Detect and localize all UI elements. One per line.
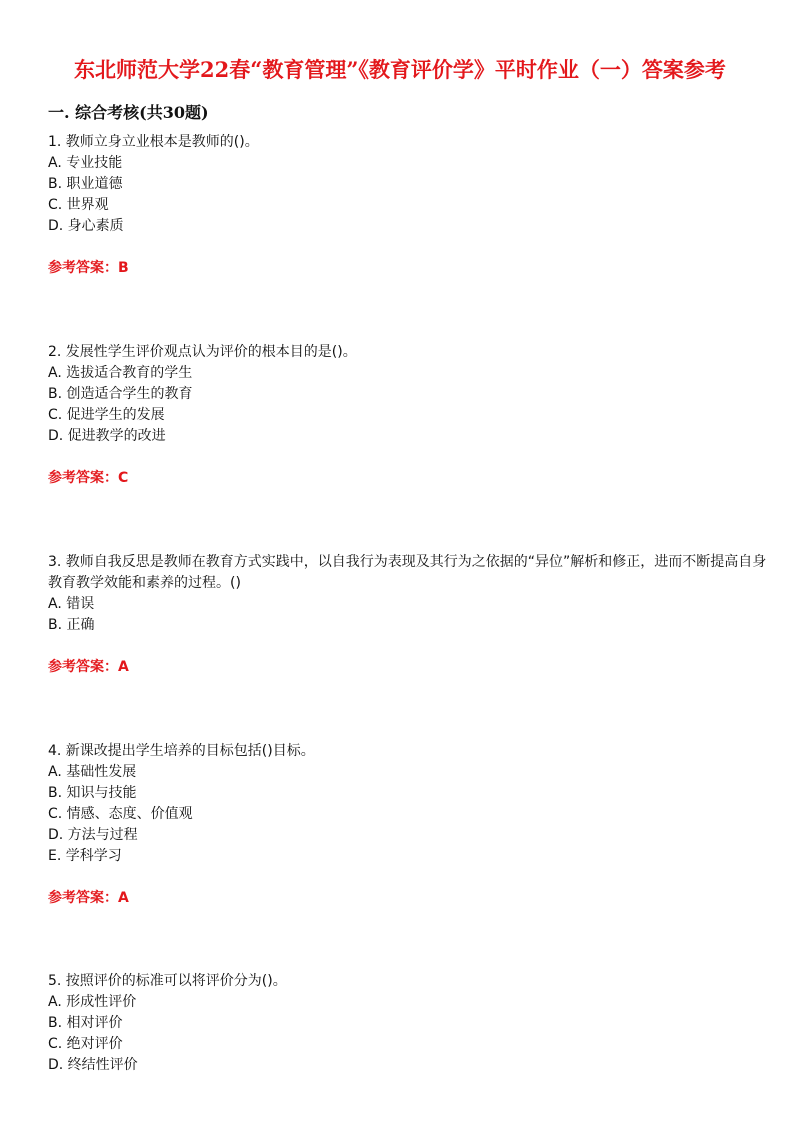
option-b: B. 知识与技能 bbox=[48, 785, 137, 801]
question-text: 1. 教师立身立业根本是教师的()。 bbox=[48, 134, 259, 150]
section-heading: 一. 综合考核(共30题) bbox=[48, 103, 209, 122]
question-text: 4. 新课改提出学生培养的目标包括()目标。 bbox=[48, 743, 315, 759]
option-c: C. 情感、态度、价值观 bbox=[48, 806, 193, 822]
option-c: C. 世界观 bbox=[48, 197, 109, 213]
option-c: C. 促进学生的发展 bbox=[48, 407, 165, 423]
option-d: D. 方法与过程 bbox=[48, 827, 138, 843]
question-text: 3. 教师自我反思是教师在教育方式实践中，以自我行为表现及其行为之依据的“异位”解析和修正，进而不断提高自身教育教学效能和素养的过程。() bbox=[48, 554, 767, 591]
option-a: A. 专业技能 bbox=[48, 155, 123, 171]
option-a: A. 错误 bbox=[48, 596, 95, 612]
option-d: D. 身心素质 bbox=[48, 218, 124, 234]
option-d: D. 促进教学的改进 bbox=[48, 428, 166, 444]
document-title: 东北师范大学22春“教育管理”《教育评价学》平时作业（一）答案参考 bbox=[74, 57, 726, 82]
question-block bbox=[48, 552, 768, 676]
option-b: B. 创造适合学生的教育 bbox=[48, 386, 193, 402]
answer-label: 参考答案：B bbox=[48, 260, 129, 276]
question-block bbox=[48, 971, 768, 1076]
question-text: 5. 按照评价的标准可以将评价分为()。 bbox=[48, 973, 287, 989]
option-b: B. 相对评价 bbox=[48, 1015, 123, 1031]
answer-label: 参考答案：A bbox=[48, 659, 129, 675]
option-b: B. 职业道德 bbox=[48, 176, 123, 192]
option-c: C. 绝对评价 bbox=[48, 1036, 123, 1052]
question-block bbox=[48, 342, 768, 487]
answer-label: 参考答案：A bbox=[48, 890, 129, 906]
option-b: B. 正确 bbox=[48, 617, 95, 633]
answer-label: 参考答案：C bbox=[48, 470, 129, 486]
question-block bbox=[48, 132, 768, 277]
option-a: A. 形成性评价 bbox=[48, 994, 137, 1010]
question-block bbox=[48, 741, 768, 907]
question-text: 2. 发展性学生评价观点认为评价的根本目的是()。 bbox=[48, 344, 357, 360]
option-a: A. 基础性发展 bbox=[48, 764, 137, 780]
option-e: E. 学科学习 bbox=[48, 848, 122, 864]
option-d: D. 终结性评价 bbox=[48, 1057, 138, 1073]
option-a: A. 选拔适合教育的学生 bbox=[48, 365, 193, 381]
